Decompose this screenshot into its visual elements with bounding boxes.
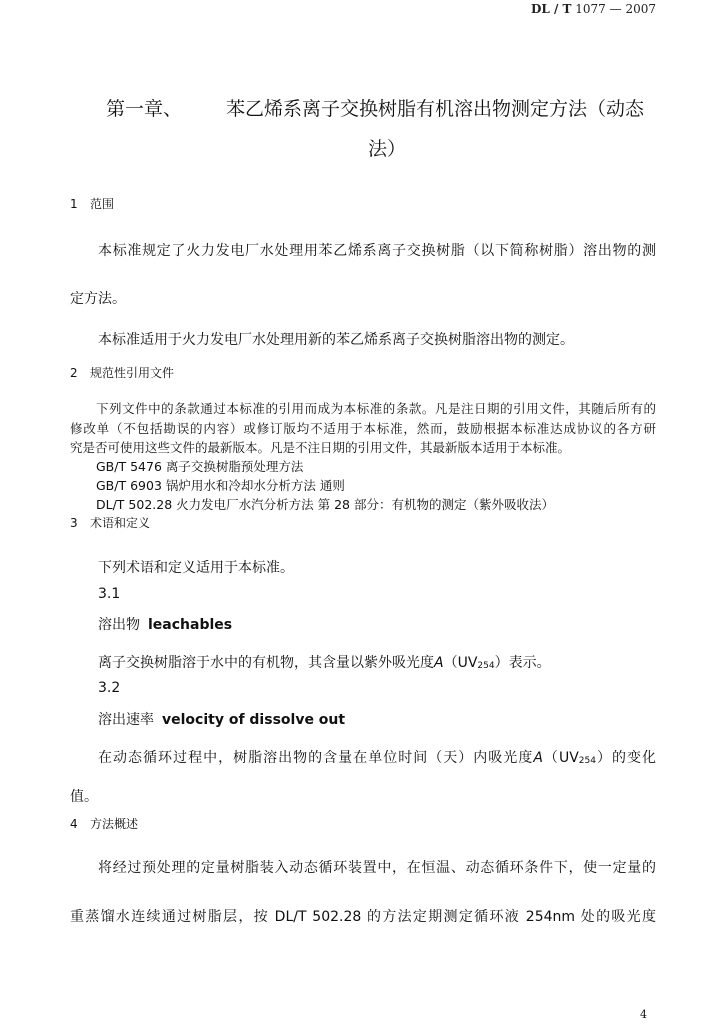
term-number: 3.1 [98, 586, 121, 602]
standard-code: DL / T [530, 2, 572, 16]
term-cn: 溶出物 [98, 617, 140, 633]
chapter-title-line1: 苯乙烯系离子交换树脂有机溶出物测定方法（动态 [226, 98, 645, 120]
reference-item: GB/T 6903 锅炉用水和冷却水分析方法 通则 [96, 478, 345, 493]
scope-paragraph-line1: 本标准规定了火力发电厂水处理用苯乙烯系离子交换树脂（以下简称树脂）溶出物的测 [98, 243, 656, 259]
reference-item: DL/T 502.28 火力发电厂水汽分析方法 第 28 部分：有机物的测定（紫外吸收法） [96, 497, 554, 512]
normative-paragraph-line2: 修改单（不包括勘误的内容）或修订版均不适用于本标准，然而，鼓励根据本标准达成协议的各方研 [70, 421, 656, 436]
section-title: 方法概述 [90, 817, 139, 831]
normative-paragraph-line1: 下列文件中的条款通过本标准的引用而成为本标准的条款。凡是注日期的引用文件，其随后所有的 [96, 401, 656, 416]
section-number: 1 [70, 197, 78, 211]
definition-text: （UV [443, 655, 478, 671]
term-en: leachables [148, 617, 233, 633]
term-definition [98, 747, 656, 767]
absorbance-symbol: A [434, 655, 444, 671]
page-number: 4 [640, 1008, 647, 1021]
chapter-title [106, 94, 644, 121]
scope-paragraph-line2: 定方法。 [70, 291, 126, 307]
chapter-label: 第一章、 [106, 98, 183, 120]
section-title: 术语和定义 [90, 516, 151, 530]
method-paragraph-line2: 重蒸馏水连续通过树脂层，按 DL/T 502.28 的方法定期测定循环液 254nm 处的吸光度 [70, 909, 656, 925]
section-1-heading [70, 195, 114, 212]
wavelength-subscript: 254 [578, 756, 596, 766]
section-number: 3 [70, 516, 78, 530]
section-2-heading [70, 364, 174, 381]
definition-text: 离子交换树脂溶于水中的有机物，其含量以紫外吸光度 [98, 655, 434, 671]
section-number: 4 [70, 817, 78, 831]
section-3-heading [70, 514, 150, 531]
term-en: velocity of dissolve out [162, 712, 346, 728]
reference-item: GB/T 5476 离子交换树脂预处理方法 [96, 459, 304, 474]
definition-text: （UV [542, 750, 579, 766]
method-paragraph-line1: 将经过预处理的定量树脂装入动态循环装置中，在恒温、动态循环条件下，使一定量的 [98, 860, 656, 876]
section-title: 规范性引用文件 [90, 366, 175, 380]
chapter-title-line2: 法） [368, 138, 407, 160]
term-number: 3.2 [98, 680, 121, 696]
section-title: 范围 [90, 197, 115, 211]
term-dissolve-velocity [98, 709, 345, 729]
running-header [531, 2, 656, 16]
definition-text: ）表示。 [494, 655, 551, 671]
term-leachables [98, 614, 232, 634]
terms-intro: 下列术语和定义适用于本标准。 [98, 560, 294, 576]
term-definition-line2: 值。 [70, 789, 98, 805]
section-4-heading [70, 815, 138, 832]
standard-number: 1077 — 2007 [575, 2, 656, 16]
section-number: 2 [70, 366, 78, 380]
definition-text: 在动态循环过程中，树脂溶出物的含量在单位时间（天）内吸光度 [98, 750, 534, 766]
term-definition [98, 652, 551, 672]
scope-paragraph-2: 本标准适用于火力发电厂水处理用新的苯乙烯系离子交换树脂溶出物的测定。 [98, 332, 574, 348]
absorbance-symbol: A [533, 750, 543, 766]
term-cn: 溶出速率 [98, 712, 154, 728]
normative-paragraph-line3: 究是否可使用这些文件的最新版本。凡是不注日期的引用文件，其最新版本适用于本标准。 [70, 440, 571, 455]
definition-text: ）的变化 [595, 750, 656, 766]
wavelength-subscript: 254 [477, 661, 495, 671]
